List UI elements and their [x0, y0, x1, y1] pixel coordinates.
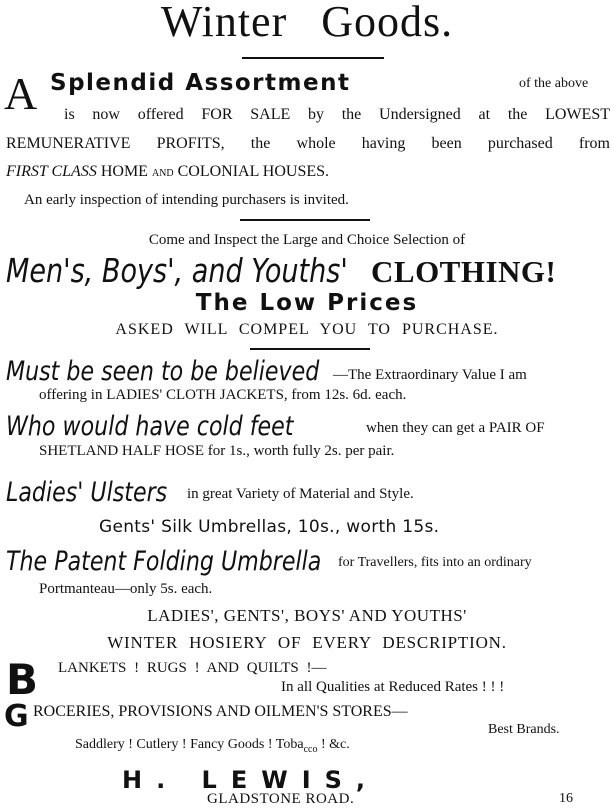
coldfeet-line2: SHETLAND HALF HOSE for 1s., worth fully 2s. per pair.: [39, 443, 395, 459]
intro-line4: [6, 164, 329, 180]
headline: Winter Goods.: [160, 0, 454, 46]
hosiery-line2: WINTER HOSIERY OF EVERY DESCRIPTION.: [107, 633, 507, 652]
coldfeet-heading: Who would have cold feet: [6, 411, 294, 442]
groceries-dropcap: G: [4, 699, 29, 734]
intro-rule: [240, 219, 370, 221]
sundries-text: Saddlery ! Cutlery ! Fancy Goods ! Toba: [75, 737, 304, 752]
intro-line1-tail: of the above: [519, 76, 589, 91]
ad-number: 16: [559, 791, 573, 806]
splendid-assortment: Splendid Assortment: [50, 70, 351, 96]
clothing-lead: Come and Inspect the Large and Choice Selection of: [148, 232, 466, 248]
groceries-line2: Best Brands.: [488, 722, 560, 737]
sundries-sub: cco: [303, 743, 318, 755]
intro-line5: An early inspection of intending purchasers is invited.: [24, 192, 349, 208]
clothing-word: CLOTHING!: [371, 254, 557, 289]
coldfeet-tail: when they can get a PAIR OF: [366, 420, 545, 436]
believed-tail: —The Extraordinary Value I am: [333, 367, 527, 383]
colonial-houses-text: COLONIAL HOUSES.: [177, 163, 330, 180]
low-prices: The Low Prices: [195, 290, 419, 316]
headline-rule: [242, 57, 384, 59]
and-text: AND: [151, 168, 174, 179]
intro-line2: is now offered FOR SALE by the Undersigned at the LOWEST: [64, 106, 610, 123]
blankets-line1: LANKETS ! RUGS ! AND QUILTS !—: [58, 660, 327, 676]
believed-heading: Must be seen to be believed: [6, 356, 320, 387]
merchant-name: H. LEWIS,: [122, 766, 380, 794]
believed-line2: offering in LADIES' CLOTH JACKETS, from 12s. 6d. each.: [39, 387, 407, 403]
sundries-line: [75, 738, 350, 755]
blankets-line2: In all Qualities at Reduced Rates ! ! !: [281, 679, 505, 695]
patent-heading: The Patent Folding Umbrella: [6, 546, 322, 577]
clothing-rule: [250, 348, 370, 350]
ulsters-tail: in great Variety of Material and Style.: [187, 486, 414, 502]
merchant-address: GLADSTONE ROAD.: [207, 791, 355, 807]
intro-dropcap: A: [4, 68, 38, 119]
first-class-text: FIRST CLASS: [6, 163, 97, 180]
patent-tail: for Travellers, fits into an ordinary: [338, 555, 532, 570]
intro-line3: REMUNERATIVE PROFITS, the whole having been purchased from: [6, 135, 610, 152]
gents-umbrellas: Gents' Silk Umbrellas, 10s., worth 15s.: [99, 517, 440, 537]
groceries-line1: ROCERIES, PROVISIONS AND OILMEN'S STORES—: [33, 703, 408, 720]
hosiery-line1: LADIES', GENTS', BOYS' AND YOUTHS': [147, 606, 467, 625]
mens-boys-youths: Men's, Boys', and Youths': [6, 251, 348, 290]
sundries-end: ! &c.: [320, 737, 350, 752]
blankets-dropcap: B: [6, 655, 39, 704]
compel-purchase: ASKED WILL COMPEL YOU TO PURCHASE.: [115, 321, 499, 338]
patent-line2: Portmanteau—only 5s. each.: [39, 581, 213, 597]
ulsters-heading: Ladies' Ulsters: [6, 477, 168, 508]
home-text: HOME: [100, 163, 148, 180]
